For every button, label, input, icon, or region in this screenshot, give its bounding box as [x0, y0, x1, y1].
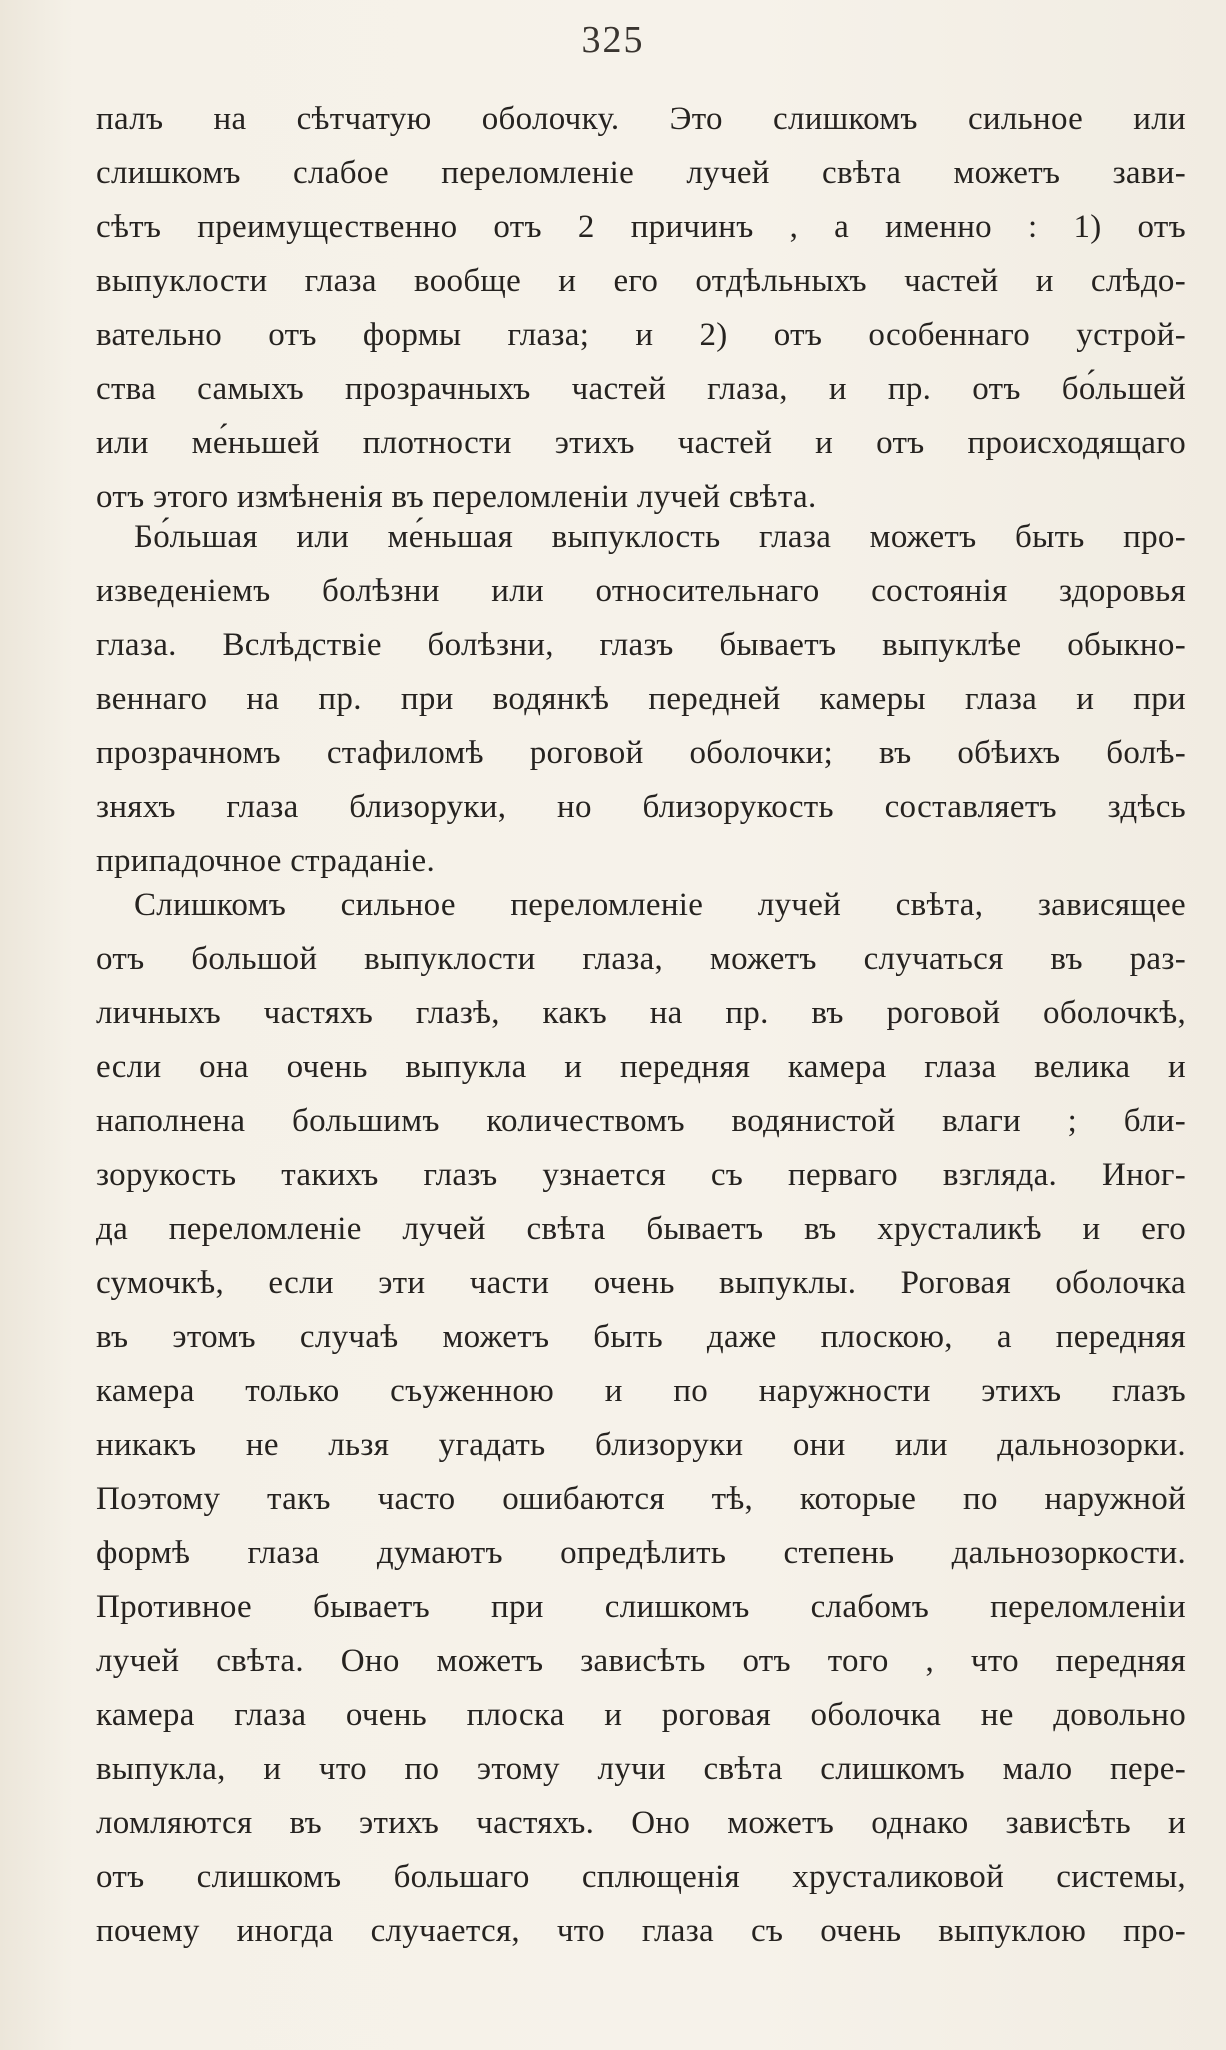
text-line: веннаго на пр. при водянкѣ передней камеры глаза и при [96, 681, 1186, 717]
text-line: въ этомъ случаѣ можетъ быть даже плоскою, а передняя [96, 1319, 1186, 1355]
paragraph-2 [96, 510, 1186, 888]
text-line: отъ этого измѣненія въ переломленіи лучей свѣта. [96, 479, 817, 515]
text-line: отъ слишкомъ большаго сплющенія хрусталиковой системы, [96, 1859, 1186, 1895]
text-line: камера глаза очень плоска и роговая оболочка не довольно [96, 1697, 1186, 1733]
text-line: прозрачномъ стафиломѣ роговой оболочки; въ обѣихъ болѣ- [96, 735, 1186, 771]
text-line: да переломленіе лучей свѣта бываетъ въ хрусталикѣ и его [96, 1211, 1186, 1247]
text-line: отъ большой выпуклости глаза, можетъ случаться въ раз- [96, 941, 1186, 977]
text-line: выпукла, и что по этому лучи свѣта слишкомъ мало пере- [96, 1751, 1186, 1787]
text-line: формѣ глаза думаютъ опредѣлить степень дальнозоркости. [96, 1535, 1186, 1571]
text-line: сѣтъ преимущественно отъ 2 причинъ , а именно : 1) отъ [96, 209, 1186, 245]
page-number: 325 [581, 19, 645, 61]
text-line: глаза. Вслѣдствіе болѣзни, глазъ бываетъ выпуклѣе обыкно- [96, 627, 1186, 663]
text-line: личныхъ частяхъ глазѣ, какъ на пр. въ роговой оболочкѣ, [96, 995, 1186, 1031]
text-line: Слишкомъ сильное переломленіе лучей свѣта, зависящее [134, 887, 1186, 923]
text-line: наполнена большимъ количествомъ водянистой влаги ; бли- [96, 1103, 1186, 1139]
text-line: слишкомъ слабое переломленіе лучей свѣта можетъ зави- [96, 155, 1186, 191]
text-line: или ме́ньшей плотности этихъ частей и отъ происходящаго [96, 425, 1186, 461]
text-line: Противное бываетъ при слишкомъ слабомъ переломленіи [96, 1589, 1186, 1625]
text-line: Поэтому такъ часто ошибаются тѣ, которые по наружной [96, 1481, 1186, 1517]
text-line: ломляются въ этихъ частяхъ. Оно можетъ однако зависѣть и [96, 1805, 1186, 1841]
text-line: выпуклости глаза вообще и его отдѣльныхъ частей и слѣдо- [96, 263, 1186, 299]
text-line: сумочкѣ, если эти части очень выпуклы. Роговая оболочка [96, 1265, 1186, 1301]
text-line: лучей свѣта. Оно можетъ зависѣть отъ того , что передняя [96, 1643, 1186, 1679]
text-line: если она очень выпукла и передняя камера глаза велика и [96, 1049, 1186, 1085]
text-line: никакъ не льзя угадать близоруки они или дальнозорки. [96, 1427, 1186, 1463]
paragraph-3 [96, 878, 1186, 1958]
text-line: вательно отъ формы глаза; и 2) отъ особеннаго устрой- [96, 317, 1186, 353]
text-line: зняхъ глаза близоруки, но близорукость составляетъ здѣсь [96, 789, 1186, 825]
text-line: почему иногда случается, что глаза съ очень выпуклою про- [96, 1913, 1186, 1949]
text-line: припадочное страданіе. [96, 843, 436, 879]
text-line: ства самыхъ прозрачныхъ частей глаза, и пр. отъ бо́льшей [96, 371, 1186, 407]
paragraph-1 [96, 92, 1186, 524]
text-line: Бо́льшая или ме́ньшая выпуклость глаза можетъ быть про- [134, 519, 1186, 555]
text-line: палъ на сѣтчатую оболочку. Это слишкомъ сильное или [96, 101, 1186, 137]
text-line: изведеніемъ болѣзни или относительнаго состоянія здоровья [96, 573, 1186, 609]
text-line: камера только съуженною и по наружности этихъ глазъ [96, 1373, 1186, 1409]
text-line: зорукость такихъ глазъ узнается съ перваго взгляда. Иног- [96, 1157, 1186, 1193]
